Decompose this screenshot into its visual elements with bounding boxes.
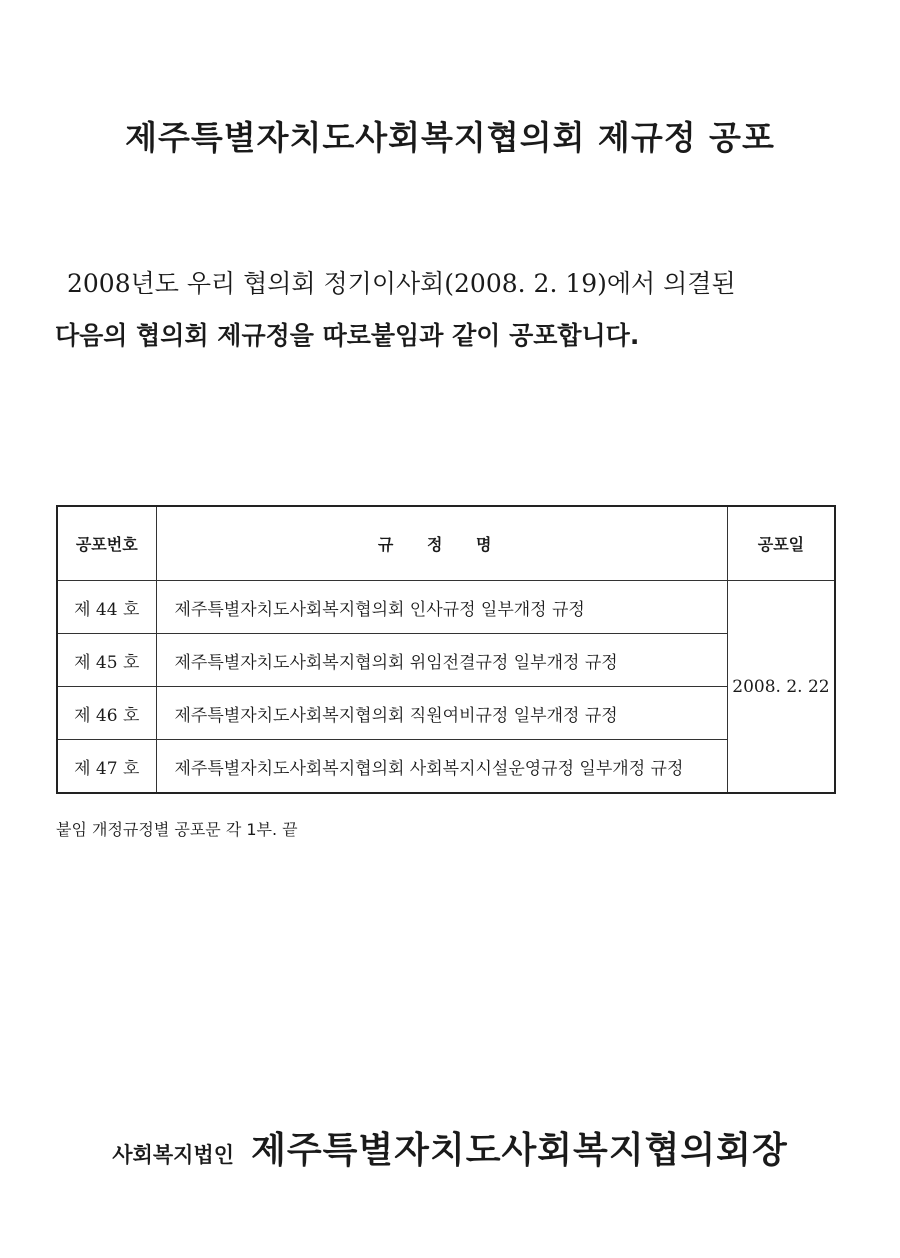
intro-line-1: 2008년도 우리 협의회 정기이사회(2008. 2. 19)에서 의결된 <box>67 269 736 298</box>
row-number: 제 46 호 <box>57 687 156 740</box>
row-regulation-name: 제주특별자치도사회복지협의회 위임전결규정 일부개정 규정 <box>156 634 727 687</box>
table-row <box>57 687 835 740</box>
header-promulgation-date: 공포일 <box>727 506 835 581</box>
header-regulation-name: 규 정 명 <box>156 506 727 581</box>
table-row <box>57 740 835 794</box>
row-number: 제 45 호 <box>57 634 156 687</box>
row-regulation-name: 제주특별자치도사회복지협의회 사회복지시설운영규정 일부개정 규정 <box>156 740 727 794</box>
intro-line-2: 다음의 협의회 제규정을 따로붙임과 같이 공포합니다. <box>55 321 640 350</box>
intro-paragraph <box>55 258 855 362</box>
promulgation-date: 2008. 2. 22 <box>727 581 835 794</box>
table-row <box>57 581 835 634</box>
attachment-note: 붙임 개정규정별 공포문 각 1부. 끝 <box>56 820 298 839</box>
table-row <box>57 634 835 687</box>
table-header-row <box>57 506 835 581</box>
document-title: 제주특별자치도사회복지협의회 제규정 공포 <box>125 118 775 157</box>
signature-prefix: 사회복지법인 <box>112 1143 234 1167</box>
row-number: 제 44 호 <box>57 581 156 634</box>
signature-organization: 제주특별자치도사회복지협의회장 <box>251 1130 788 1171</box>
header-promulgation-number: 공포번호 <box>57 506 156 581</box>
row-number: 제 47 호 <box>57 740 156 794</box>
signature-block <box>0 1122 900 1173</box>
row-regulation-name: 제주특별자치도사회복지협의회 직원여비규정 일부개정 규정 <box>156 687 727 740</box>
regulation-table <box>56 505 836 794</box>
row-regulation-name: 제주특별자치도사회복지협의회 인사규정 일부개정 규정 <box>156 581 727 634</box>
